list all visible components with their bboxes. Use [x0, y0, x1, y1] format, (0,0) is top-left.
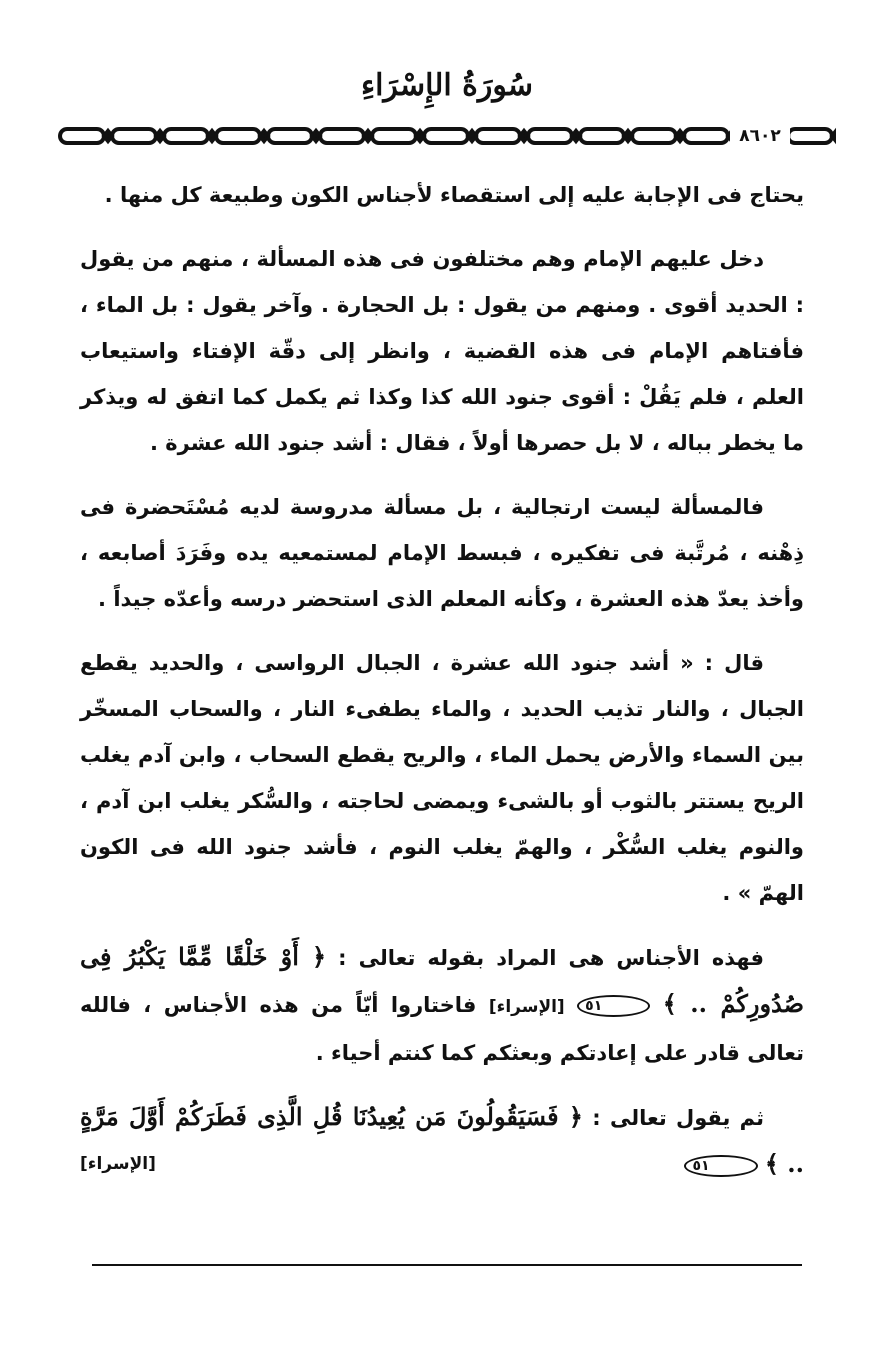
surah-reference: [الإسراء]	[80, 1154, 156, 1174]
page-number: ٨٦٠٢	[730, 124, 790, 148]
chain-link	[788, 129, 832, 143]
chain-link	[216, 129, 260, 143]
decorative-border	[56, 122, 836, 150]
chain-link	[320, 129, 364, 143]
chain-link	[424, 129, 468, 143]
surah-title: سُورَةُ الإِسْرَاءِ	[360, 68, 534, 103]
chain-link	[268, 129, 312, 143]
paragraph-5	[80, 934, 804, 1076]
paragraph-2: دخل عليهم الإمام وهم مختلفون فى هذه المسألة ، منهم من يقول : الحديد أقوى . ومنهم من يقول : بل الحجارة . وآخر يقول : بل الماء ، فأفتاهم الإمام فى هذه القضية ، وانظر إلى دقّة الإفتاء واستيعاب العلم ، فلم يَقُلْ : أقوى جنود الله كذا وكذا ثم يكمل كما اتفق له ويذكر ما يخطر بباله ، لا بل حصرها أولاً ، فقال : أشد جنود الله عشرة .	[80, 247, 804, 455]
paragraph-1: يحتاج فى الإجابة عليه إلى استقصاء لأجناس الكون وطبيعة كل منها .	[104, 183, 804, 207]
chain-link	[476, 129, 520, 143]
chain-link	[164, 129, 208, 143]
chain-link	[632, 129, 676, 143]
paragraph-5-lead: فهذه الأجناس هى المراد بقوله تعالى :	[338, 946, 765, 970]
footer-rule	[92, 1264, 802, 1266]
page-body	[80, 172, 804, 1206]
quran-verse: ﴿ فَسَيَقُولُونَ مَن يُعِيدُنَا قُلِ الَّذِى فَطَرَكُمْ أَوَّلَ مَرَّةٍ .. ﴾	[80, 1102, 804, 1178]
surah-reference: [الإسراء]	[488, 997, 565, 1017]
paragraph-3: فالمسألة ليست ارتجالية ، بل مسألة مدروسة لديه مُسْتَحضرة فى ذِهْنه ، مُرتَّبة فى تفكيره ، فبسط الإمام لمستمعيه يده وفَرَدَ أصابعه ، وأخذ يعدّ هذه العشرة ، وكأنه المعلم الذى استحضر درسه وأعدّه جيداً .	[80, 495, 804, 611]
ayah-number-mark: ٥١	[684, 1155, 757, 1177]
ayah-number-mark: ٥١	[577, 995, 650, 1017]
paragraph-4: قال : « أشد جنود الله عشرة ، الجبال الرواسى ، والحديد يقطع الجبال ، والنار تذيب الحديد ، والماء يطفىء النار ، والسحاب المسخّر بين السماء والأرض يحمل الماء ، والريح يقطع السحاب ، وابن آدم يغلب الريح يستتر بالثوب أو بالشىء ويمضى لحاجته ، والسُّكر يغلب ابن آدم ، والنوم يغلب السُّكْر ، والهمّ يغلب النوم ، فأشد جنود الله فى الكون الهمّ » .	[80, 651, 804, 905]
chain-link	[112, 129, 156, 143]
chain-link	[580, 129, 624, 143]
quran-verse: ﴿ أَوْ خَلْقًا مِّمَّا يَكْبُرُ فِى صُدُورِكُمْ .. ﴾	[80, 942, 805, 1018]
paragraph-5-tail: فاختاروا أيّاً من هذه الأجناس ، فالله تعالى قادر على إعادتكم وبعثكم كما كنتم أحياء .	[80, 993, 804, 1065]
chain-link	[528, 129, 572, 143]
paragraph-6	[80, 1094, 804, 1188]
paragraph-6-lead: ثم يقول تعالى :	[592, 1106, 764, 1130]
chain-link	[372, 129, 416, 143]
chain-diamond	[832, 131, 836, 141]
chain-link	[60, 129, 104, 143]
chain-link	[684, 129, 728, 143]
